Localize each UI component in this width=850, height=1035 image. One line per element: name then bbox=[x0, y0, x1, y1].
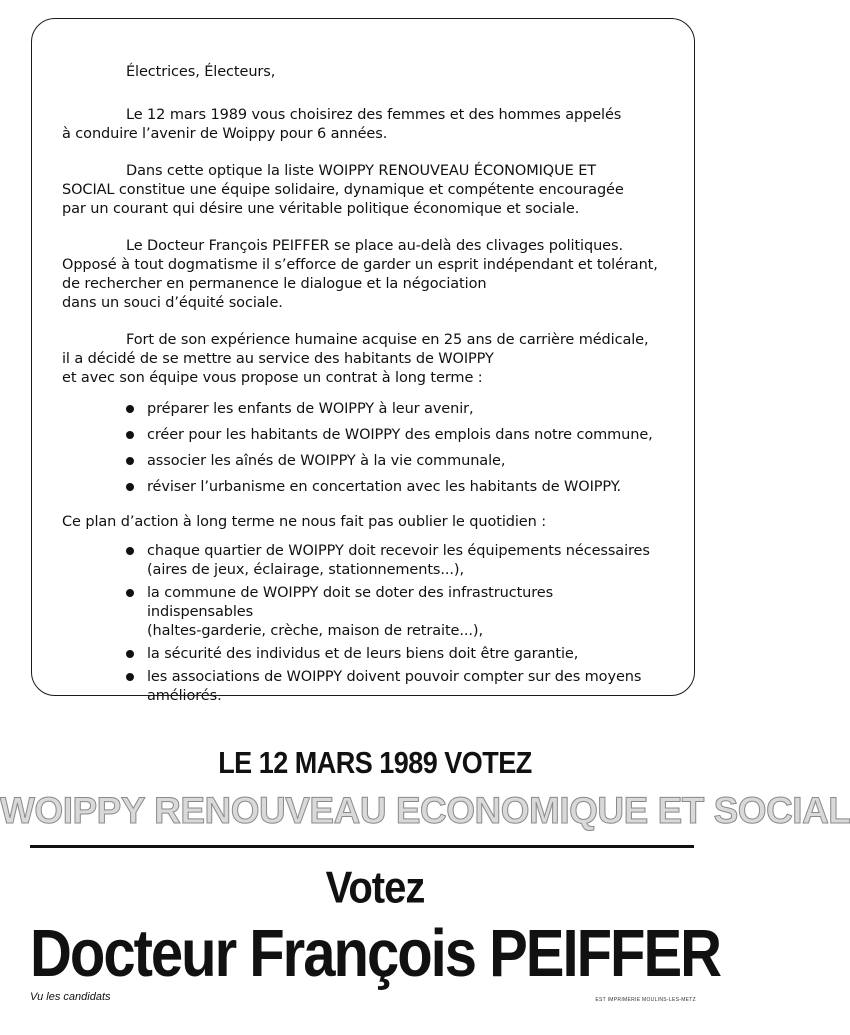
list-item: réviser l’urbanisme en concertation avec les habitants de WOIPPY. bbox=[124, 478, 662, 497]
paragraph-1: Le 12 mars 1989 vous choisirez des femmes et des hommes appelés à conduire l’avenir de Woippy pour 6 années. bbox=[62, 107, 622, 142]
vote-headline: LE 12 MARS 1989 VOTEZ bbox=[218, 746, 532, 780]
daily-list bbox=[62, 542, 662, 706]
list-item: les associations de WOIPPY doivent pouvoir compter sur des moyens améliorés. bbox=[124, 668, 662, 706]
contract-list bbox=[62, 400, 662, 497]
paragraph-2: Dans cette optique la liste WOIPPY RENOUVEAU ÉCONOMIQUE ET SOCIAL constitue une équipe solidaire, dynamique et compétente encouragée par un courant qui désire une véritable politique économique et sociale. bbox=[62, 163, 624, 217]
list-item: la sécurité des individus et de leurs biens doit être garantie, bbox=[124, 645, 662, 664]
bullet-icon bbox=[126, 457, 134, 465]
bullet-icon bbox=[126, 483, 134, 491]
bullet-icon bbox=[126, 431, 134, 439]
footer-note: Vu les candidats bbox=[30, 991, 111, 1003]
paragraph-5: Ce plan d’action à long terme ne nous fait pas oublier le quotidien : bbox=[62, 514, 546, 530]
paragraph-3: Le Docteur François PEIFFER se place au-delà des clivages politiques. Opposé à tout dogmatisme il s’efforce de garder un esprit indépendant et tolérant, de rechercher en permanence le dialogue et la négociation dans un souci d’équité sociale. bbox=[62, 238, 658, 311]
bullet-icon bbox=[126, 589, 134, 597]
list-item: chaque quartier de WOIPPY doit recevoir les équipements nécessaires (aires de jeux, éclairage, stationnements...), bbox=[124, 542, 662, 580]
candidate-name: Docteur François PEIFFER bbox=[30, 916, 721, 991]
list-item: préparer les enfants de WOIPPY à leur avenir, bbox=[124, 400, 662, 419]
list-item: la commune de WOIPPY doit se doter des infrastructures indispensables (haltes-garderie, crèche, maison de retraite...), bbox=[124, 584, 662, 641]
bullet-icon bbox=[126, 650, 134, 658]
printer-credit: EST IMPRIMERIE MOULINS-LES-METZ bbox=[595, 997, 696, 1003]
list-item: créer pour les habitants de WOIPPY des emplois dans notre commune, bbox=[124, 426, 662, 445]
paragraph-4: Fort de son expérience humaine acquise en 25 ans de carrière médicale, il a décidé de se mettre au service des habitants de WOIPPY et avec son équipe vous propose un contrat à long terme : bbox=[62, 332, 649, 386]
divider bbox=[30, 845, 694, 848]
bullet-icon bbox=[126, 673, 134, 681]
bullet-icon bbox=[126, 405, 134, 413]
list-name: WOIPPY RENOUVEAU ECONOMIQUE ET SOCIAL bbox=[0, 790, 850, 831]
list-item: associer les aînés de WOIPPY à la vie communale, bbox=[124, 452, 662, 471]
bullet-icon bbox=[126, 547, 134, 555]
salutation: Électrices, Électeurs, bbox=[126, 64, 276, 80]
votez-title: Votez bbox=[325, 863, 425, 913]
letter-body bbox=[62, 63, 662, 724]
